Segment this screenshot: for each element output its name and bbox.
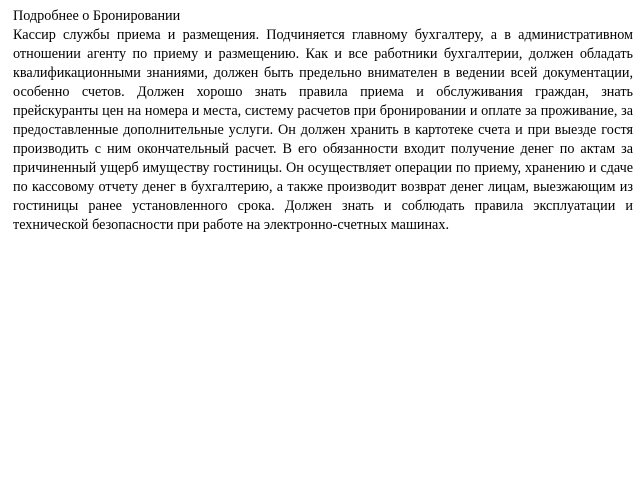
document (13, 7, 633, 235)
document-body-paragraph: Кассир службы приема и размещения. Подчиняется главному бухгалтеру, а в административном отношении агенту по приему и размещению. Как и все работники бухгалтерии, должен обладать квалификационными знаниями, должен быть предельно внимателен в ведении всей документации, особенно счетов. Должен хорошо знать правила приема и обслуживания граждан, знать прейскуранты цен на номера и места, систему расчетов при бронировании и оплате за проживание, за предоставленные дополнительные услуги. Он должен хранить в картотеке счета и при выезде гостя производить с ним окончательный расчет. В его обязанности входит получение денег по актам за причиненный ущерб имуществу гостиницы. Он осуществляет операции по приему, хранению и сдаче по кассовому отчету денег в бухгалтерию, а также производит возврат денег лицам, выезжающим из гостиницы ранее установленного срока. Должен знать и соблюдать правила эксплуатации и технической безопасности при работе на электронно-счетных машинах. (13, 27, 633, 233)
document-title: Подробнее о Бронировании (13, 8, 181, 24)
